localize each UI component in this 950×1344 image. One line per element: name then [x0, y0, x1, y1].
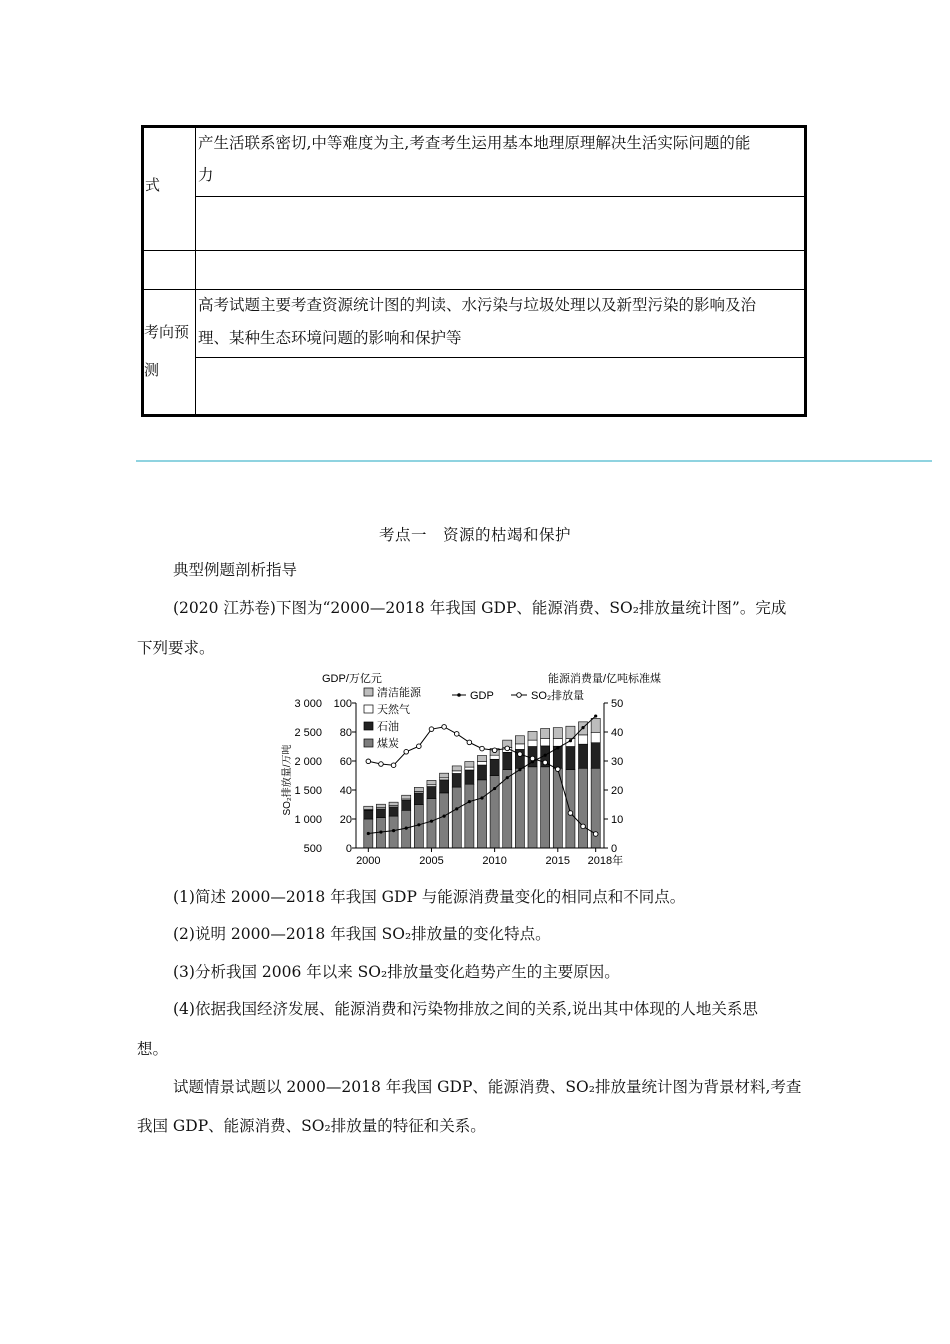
row-empty [196, 358, 804, 411]
energy-axis-label: 能源消费量/亿吨标准煤 [548, 673, 662, 685]
bar-gas [541, 739, 550, 746]
so2-point [530, 756, 535, 761]
gdp-tick-label: 60 [339, 756, 352, 768]
legend-swatch-gas [364, 705, 373, 713]
bar-oil [503, 752, 512, 769]
bar-gas [579, 735, 588, 744]
bar-coal [427, 799, 436, 848]
bar-coal [541, 767, 550, 848]
gdp-tick-label: 100 [333, 698, 352, 710]
bar-oil [414, 793, 423, 805]
bar-oil [364, 810, 373, 819]
so2-point [404, 749, 409, 754]
x-tick-label: 2000 [356, 855, 381, 867]
statistics-chart [270, 668, 680, 868]
section-title: 考点一 资源的枯竭和保护 [378, 526, 571, 544]
so2-point [467, 740, 472, 745]
table-row [144, 251, 804, 290]
section-divider [136, 460, 932, 462]
energy-tick-label: 30 [611, 756, 624, 768]
bar-oil [490, 759, 499, 775]
row-content [196, 290, 804, 414]
gdp-point [480, 796, 483, 799]
legend-gdp-marker [457, 693, 461, 697]
so2-tick-label: 1 000 [294, 814, 322, 826]
so2-point [366, 759, 371, 764]
so2-point [379, 762, 384, 767]
legend-gas: 天然气 [377, 704, 410, 716]
so2-point [581, 824, 586, 829]
so2-point [568, 811, 573, 816]
info-table [141, 125, 807, 417]
bar-gas [477, 762, 486, 765]
so2-tick-label: 1 500 [294, 785, 322, 797]
question-2: (2)说明 2000—2018 年我国 SO₂排放量的变化特点。 [173, 925, 551, 943]
legend-coal: 煤炭 [377, 738, 399, 750]
bar-coal [515, 768, 524, 848]
bar-coal [566, 770, 575, 848]
gdp-point [455, 807, 458, 810]
energy-tick-label: 20 [611, 785, 624, 797]
legend [364, 685, 584, 750]
gdp-point [544, 754, 547, 757]
so2-point [518, 752, 523, 757]
energy-bars [364, 718, 600, 848]
gdp-point [569, 739, 572, 742]
legend-swatch-oil [364, 722, 373, 730]
x-tick-label: 2018年 [587, 855, 624, 867]
x-tick-label: 2010 [482, 855, 507, 867]
x-tick-label: 2015 [545, 855, 571, 867]
question-intro: (2020 江苏卷)下图为“2000—2018 年我国 GDP、能源消费、SO₂排放量统计图”。完成 [173, 599, 787, 617]
bar-clean [389, 802, 398, 805]
so2-tick-label: 500 [303, 843, 322, 855]
question-3: (3)分析我国 2006 年以来 SO₂排放量变化趋势产生的主要原因。 [173, 963, 620, 981]
bar-coal [579, 768, 588, 848]
bar-coal [477, 780, 486, 848]
analysis: 试题情景试题以 2000—2018 年我国 GDP、能源消费、SO₂排放量统计图为背景材料,考查 [173, 1078, 802, 1096]
bar-clean [414, 787, 423, 791]
gdp-point [367, 832, 370, 835]
so2-tick-label: 3 000 [294, 698, 322, 710]
gdp-point [379, 830, 382, 833]
gdp-point [443, 815, 446, 818]
bar-clean [591, 718, 600, 732]
bar-gas [452, 771, 461, 774]
gdp-point [417, 823, 420, 826]
question-4: (4)依据我国经济发展、能源消费和污染物排放之间的关系,说出其中体现的人地关系思 [173, 1000, 758, 1018]
row-label [144, 251, 196, 289]
energy-tick-label: 0 [611, 843, 618, 855]
bar-coal [503, 770, 512, 848]
so2-point [442, 725, 447, 730]
guide-label: 典型例题剖析指导 [173, 561, 298, 579]
bar-gas [591, 732, 600, 742]
so2-point [593, 832, 598, 837]
legend-oil: 石油 [377, 721, 399, 733]
bar-clean [566, 726, 575, 738]
legend-so2: SO₂排放量 [531, 690, 585, 702]
gdp-tick-label: 20 [339, 814, 352, 826]
row-text: 产生活联系密切,中等难度为主,考查考生运用基本地理原理解决生活实际问题的能 力 [196, 126, 804, 197]
x-tick-label: 2005 [419, 855, 444, 867]
gdp-point [392, 829, 395, 832]
bar-oil [579, 744, 588, 768]
bar-gas [553, 739, 562, 747]
legend-swatch-clean [364, 688, 373, 696]
so2-point [454, 732, 459, 737]
gdp-tick-label: 40 [339, 785, 352, 797]
gdp-tick-label: 80 [339, 727, 352, 739]
question-4-cont: 想。 [137, 1040, 169, 1058]
bar-coal [528, 767, 537, 848]
row-content [196, 128, 804, 250]
bar-oil [427, 787, 436, 799]
bar-clean [553, 728, 562, 739]
bar-gas [465, 767, 474, 770]
energy-tick-label: 50 [611, 698, 624, 710]
gdp-point [468, 800, 471, 803]
bar-clean [364, 806, 373, 809]
bar-coal [465, 784, 474, 848]
energy-tick-label: 40 [611, 727, 624, 739]
legend-gdp: GDP [470, 690, 494, 702]
gdp-tick-label: 0 [345, 843, 352, 855]
row-content [196, 251, 804, 289]
so2-point [555, 767, 560, 772]
so2-point [505, 746, 510, 751]
bar-oil [440, 780, 449, 793]
bar-clean [515, 736, 524, 744]
question-1: (1)简述 2000—2018 年我国 GDP 与能源消费量变化的相同点和不同点。 [173, 888, 686, 906]
bar-clean [528, 731, 537, 740]
so2-axis-label: SO₂排放量/万吨 [282, 744, 293, 816]
row-empty [196, 197, 804, 249]
so2-tick-label: 2 500 [294, 727, 322, 739]
so2-point [391, 763, 396, 768]
bar-clean [465, 762, 474, 768]
bar-clean [440, 773, 449, 778]
so2-point [429, 727, 434, 732]
gdp-point [556, 746, 559, 749]
bar-oil [566, 747, 575, 770]
row-label: 考向预 测 [144, 290, 196, 414]
legend-swatch-coal [364, 739, 373, 747]
bar-clean [452, 766, 461, 771]
bar-clean [427, 780, 436, 784]
so2-point [492, 748, 497, 753]
bar-oil [452, 773, 461, 787]
bar-gas [490, 755, 499, 759]
bar-oil [376, 809, 385, 818]
bar-gas [528, 740, 537, 746]
energy-tick-label: 10 [611, 814, 624, 826]
bar-oil [477, 765, 486, 780]
gdp-point [581, 726, 584, 729]
gdp-point [506, 776, 509, 779]
gdp-point [594, 714, 597, 717]
bar-oil [591, 743, 600, 769]
gdp-axis-label: GDP/万亿元 [322, 673, 382, 685]
bar-clean [376, 804, 385, 807]
table-row [144, 290, 804, 414]
bar-clean [402, 795, 411, 799]
table-row [144, 128, 804, 251]
analysis-cont: 我国 GDP、能源消费、SO₂排放量的特征和关系。 [137, 1117, 486, 1135]
bar-oil [402, 800, 411, 810]
row-text: 高考试题主要考查资源统计图的判读、水污染与垃圾处理以及新型污染的影响及治 理、某种生态环境问题的影响和保护等 [196, 287, 804, 358]
gdp-point [493, 787, 496, 790]
bar-gas [440, 778, 449, 780]
question-intro-cont: 下列要求。 [137, 639, 215, 657]
so2-point [480, 746, 485, 751]
bar-clean [541, 729, 550, 739]
bar-coal [452, 787, 461, 848]
legend-clean: 清洁能源 [377, 687, 421, 699]
gdp-point [518, 768, 521, 771]
gdp-point [430, 820, 433, 823]
bar-coal [440, 793, 449, 848]
gdp-point [405, 827, 408, 830]
legend-so2-marker [517, 693, 522, 698]
bar-oil [465, 770, 474, 784]
bar-clean [477, 755, 486, 761]
row-label: 式 [144, 128, 196, 250]
so2-point [543, 760, 548, 765]
so2-tick-label: 2 000 [294, 756, 322, 768]
bar-gas [515, 744, 524, 750]
bar-oil [389, 807, 398, 816]
so2-point [417, 744, 422, 749]
